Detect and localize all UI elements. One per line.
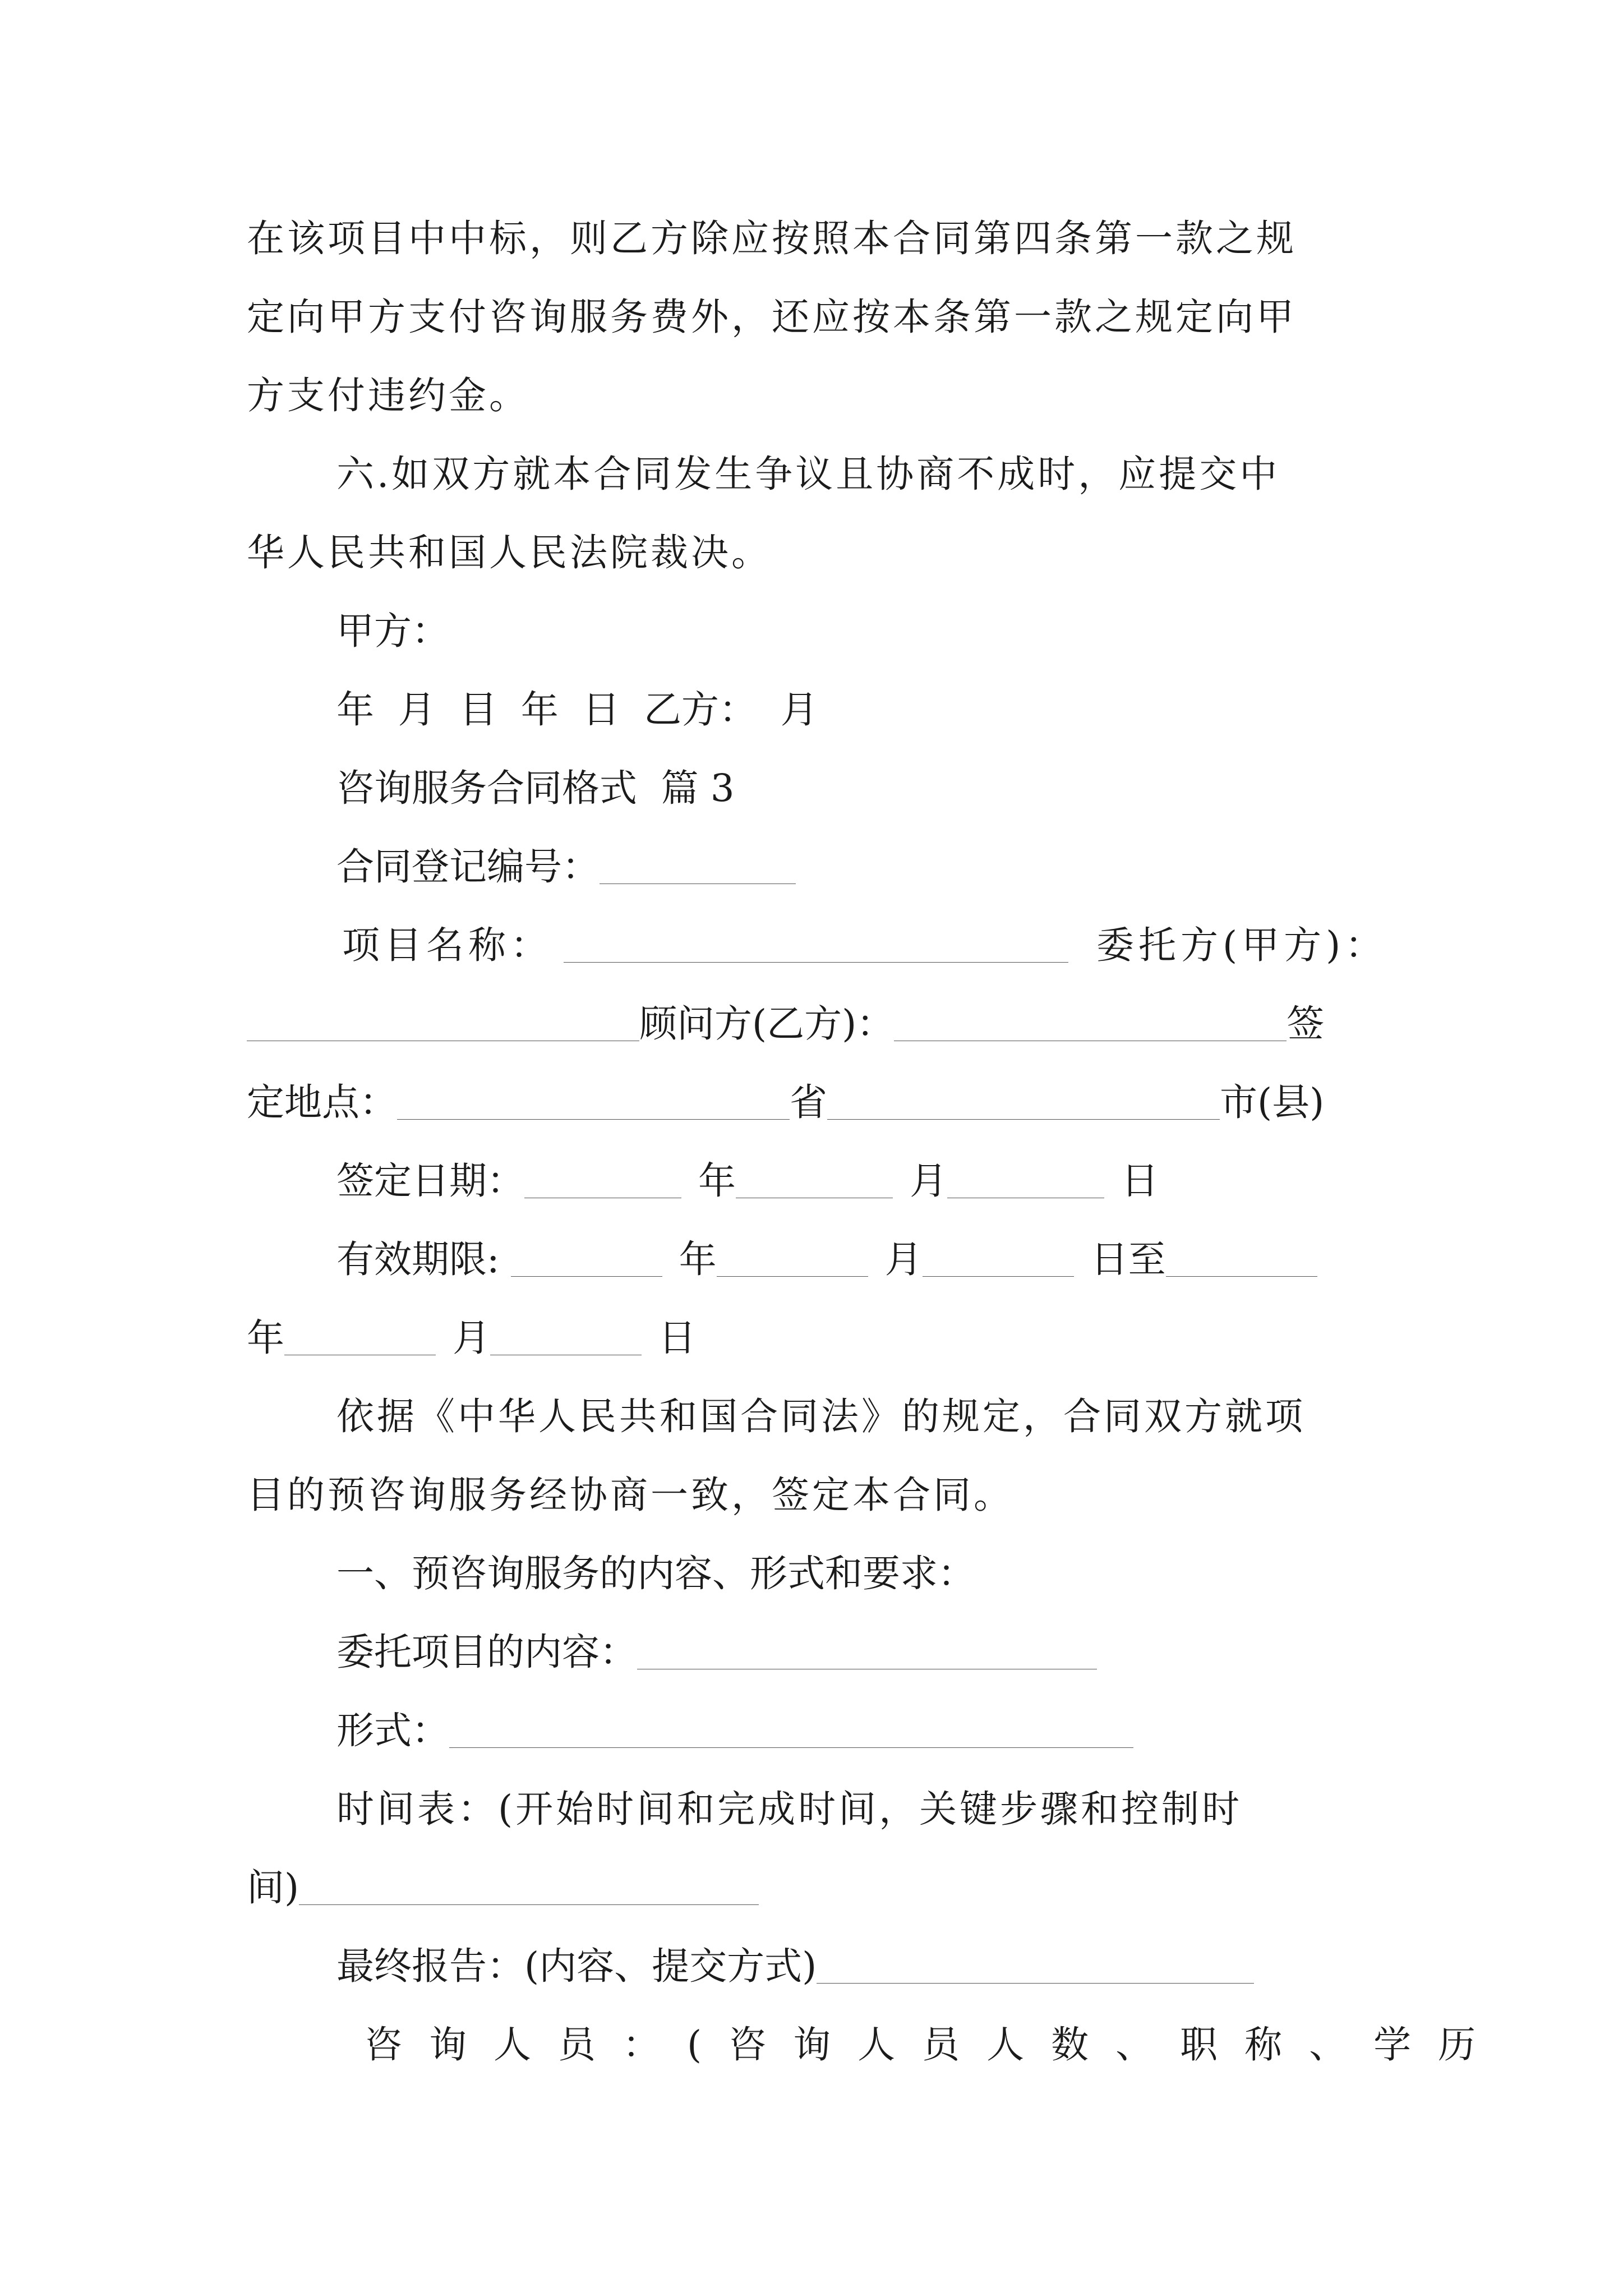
form-blank[interactable]	[449, 1747, 1133, 1748]
personnel-line: 咨询人员：(咨询人员人数、职称、学历	[365, 2023, 1503, 2067]
paragraph-line: 方支付违约金。	[247, 374, 529, 417]
year-label: 年	[698, 1159, 736, 1203]
consultant-line	[247, 1001, 1324, 1046]
month-label: 月	[453, 1316, 490, 1360]
form-label: 形式：	[336, 1709, 449, 1752]
province-blank[interactable]	[397, 1119, 790, 1120]
sign-text: 签	[1287, 1002, 1325, 1046]
schedule-line: 时间表：(开始时间和完成时间，关键步骤和控制时	[336, 1787, 1243, 1831]
client-label: 委托方(甲方)：	[1096, 923, 1387, 967]
final-report-line	[336, 1944, 1254, 1989]
valid-from-day-blank[interactable]	[923, 1276, 1074, 1277]
section-title: 咨询服务合同格式 篇 3	[336, 766, 735, 810]
schedule-continuation-line	[247, 1865, 759, 1910]
date-line: 年 月 目 年 日 乙方： 月	[336, 688, 818, 731]
paragraph-line: 在该项目中中标，则乙方除应按照本合同第四条第一款之规	[247, 217, 1297, 260]
final-report-blank[interactable]	[817, 1983, 1254, 1984]
valid-from-month-blank[interactable]	[717, 1276, 868, 1277]
paragraph-line: 华人民共和国人民法院裁决。	[247, 531, 772, 574]
sign-place-label: 定地点：	[247, 1080, 397, 1124]
final-report-label: 最终报告：(内容、提交方式)	[336, 1944, 817, 1988]
validity-label: 有效期限:	[336, 1237, 500, 1281]
valid-to-year-blank[interactable]	[1166, 1276, 1317, 1277]
day-label: 日	[658, 1316, 696, 1360]
content-line	[336, 1630, 1097, 1674]
valid-from-year-blank[interactable]	[511, 1276, 662, 1277]
paragraph-line: 依据《中华人民共和国合同法》的规定，合同双方就项	[336, 1395, 1306, 1438]
registration-number-line	[336, 844, 796, 889]
project-name-line	[342, 923, 1387, 968]
validity-end-line	[247, 1315, 696, 1360]
city-blank[interactable]	[827, 1119, 1220, 1120]
paragraph-line: 六.如双方就本合同发生争议且协商不成时，应提交中	[336, 452, 1280, 496]
year-label: 年	[679, 1237, 717, 1281]
month-label: 月	[884, 1237, 923, 1281]
year-label: 年	[247, 1316, 284, 1360]
month-label: 月	[910, 1159, 947, 1203]
party-a-label: 甲方：	[336, 609, 449, 653]
paragraph-line: 定向甲方支付咨询服务费外，还应按本条第一款之规定向甲	[247, 295, 1297, 339]
city-label: 市(县)	[1220, 1080, 1325, 1124]
registration-number-label: 合同登记编号：	[336, 845, 600, 889]
schedule-blank[interactable]	[299, 1904, 759, 1905]
day-label: 日	[1121, 1159, 1159, 1203]
paragraph-line: 目的预咨询服务经协商一致，签定本合同。	[247, 1473, 1014, 1517]
project-name-blank[interactable]	[564, 962, 1068, 963]
validity-line	[336, 1237, 1317, 1282]
sign-date-line	[336, 1158, 1159, 1203]
sign-date-label: 签定日期：	[336, 1159, 524, 1203]
day-to-label: 日至	[1090, 1237, 1166, 1281]
province-label: 省	[790, 1080, 827, 1124]
project-name-label: 项目名称：	[342, 923, 552, 967]
schedule-tail: 间)	[247, 1866, 299, 1910]
sign-place-line	[247, 1080, 1324, 1125]
form-line	[336, 1708, 1133, 1753]
section-heading: 一、预咨询服务的内容、形式和要求：	[336, 1552, 975, 1595]
consultant-label: 顾问方(乙方)：	[639, 1002, 895, 1046]
content-label: 委托项目的内容：	[336, 1630, 637, 1674]
